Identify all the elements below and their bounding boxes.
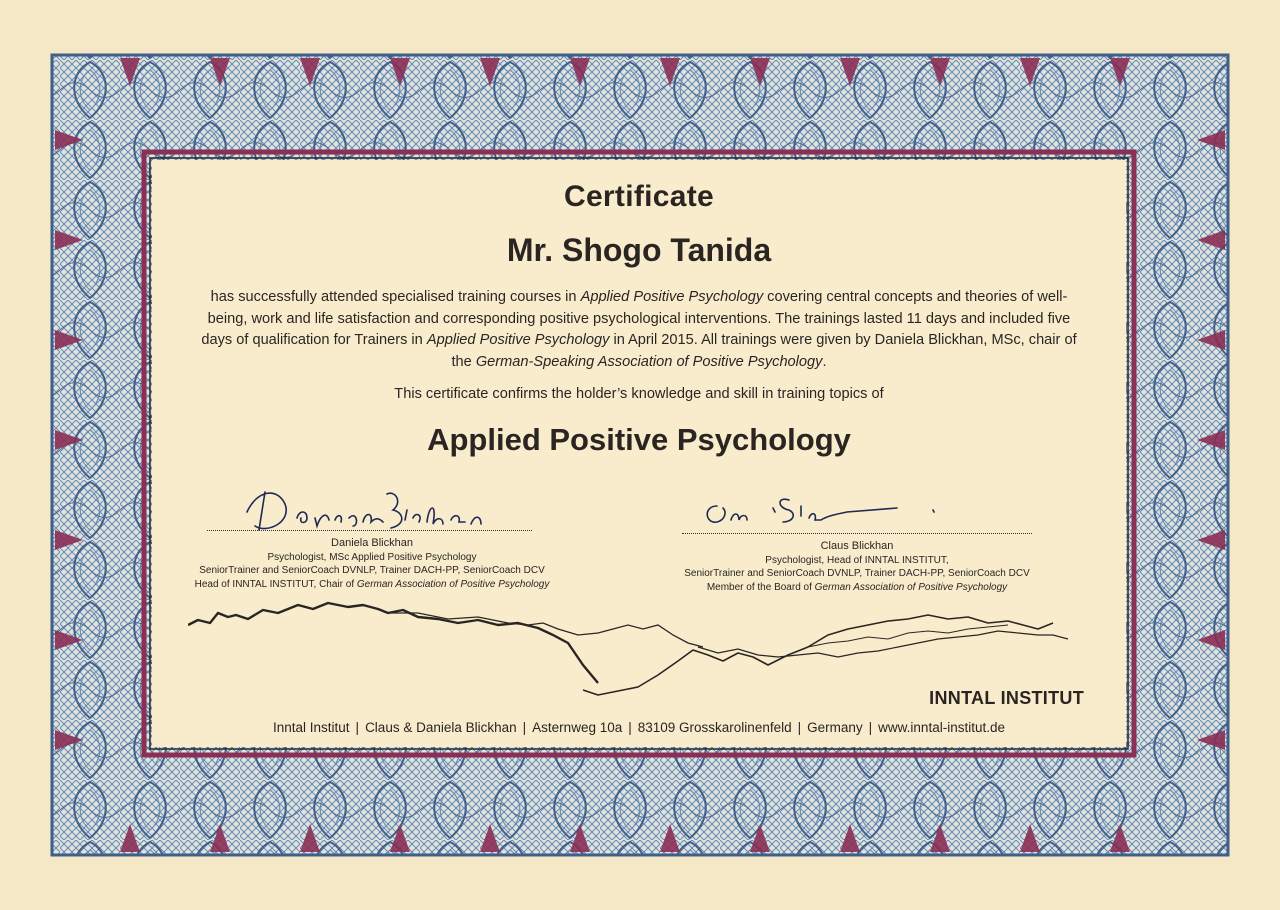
signatory-title-line: Psychologist, Head of INNTAL INSTITUT, <box>765 554 949 566</box>
certificate-panel <box>152 160 1126 747</box>
handwritten-signature-icon <box>237 482 507 537</box>
footer-separator: | <box>868 720 873 735</box>
confirmation-text: This certificate confirms the holder’s knowledge and skill in training topics of <box>394 386 884 402</box>
signature-line-left <box>207 530 532 531</box>
training-topic: Applied Positive Psychology <box>427 422 851 457</box>
signature-line-right <box>682 533 1032 534</box>
signatory-title-line: Head of INNTAL INSTITUT, Chair of German Association of Positive Psychology <box>194 578 550 590</box>
footer-separator: | <box>522 720 527 735</box>
signatory-name: Daniela Blickhan <box>331 537 413 549</box>
footer-item: Asternweg 10a <box>532 720 623 735</box>
signatory-block-right <box>642 540 1072 594</box>
footer-item: 83109 Grosskarolinenfeld <box>637 720 792 735</box>
holder-name: Mr. Shogo Tanida <box>506 232 772 268</box>
footer-separator: | <box>628 720 632 735</box>
footer-website-link[interactable]: www.inntal-institut.de <box>878 720 1005 735</box>
signatory-title-line: Member of the Board of German Association of Positive Psychology <box>706 581 1008 593</box>
signatory-name: Claus Blickhan <box>820 540 894 552</box>
signatory-title-line: SeniorTrainer and SeniorCoach DVNLP, Trainer DACH-PP, SeniorCoach DCV <box>684 568 1030 579</box>
footer-item: Claus & Daniela Blickhan <box>365 720 517 735</box>
footer-item: Inntal Institut <box>273 720 350 735</box>
inntal-institut-logo: INNTAL INSTITUT <box>929 688 1084 708</box>
footer-separator: | <box>797 720 802 735</box>
handwritten-signature-icon <box>697 486 947 531</box>
footer-item: Germany <box>807 720 863 735</box>
signatory-title-line: SeniorTrainer and SeniorCoach DVNLP, Trainer DACH-PP, SeniorCoach DCV <box>199 565 545 576</box>
certificate-description: has successfully attended specialised training courses in Applied Positive Psychology covering central concepts and theories of well-being, work and life satisfaction and corresponding positive psychological interventions. The trainings lasted 11 days and included five days of qualification for Trainers in Applied Positive Psychology in April 2015. All trainings were given by Daniela Blickhan, MSc, chair of the German-Speaking Association of Positive Psychology. <box>201 289 1077 370</box>
certificate-title: Certificate <box>563 180 715 213</box>
signatory-title-line: Psychologist, MSc Applied Positive Psychology <box>267 551 477 563</box>
footer-separator: | <box>355 720 360 735</box>
footer-address <box>152 720 1126 735</box>
signatory-block-left <box>152 537 592 591</box>
